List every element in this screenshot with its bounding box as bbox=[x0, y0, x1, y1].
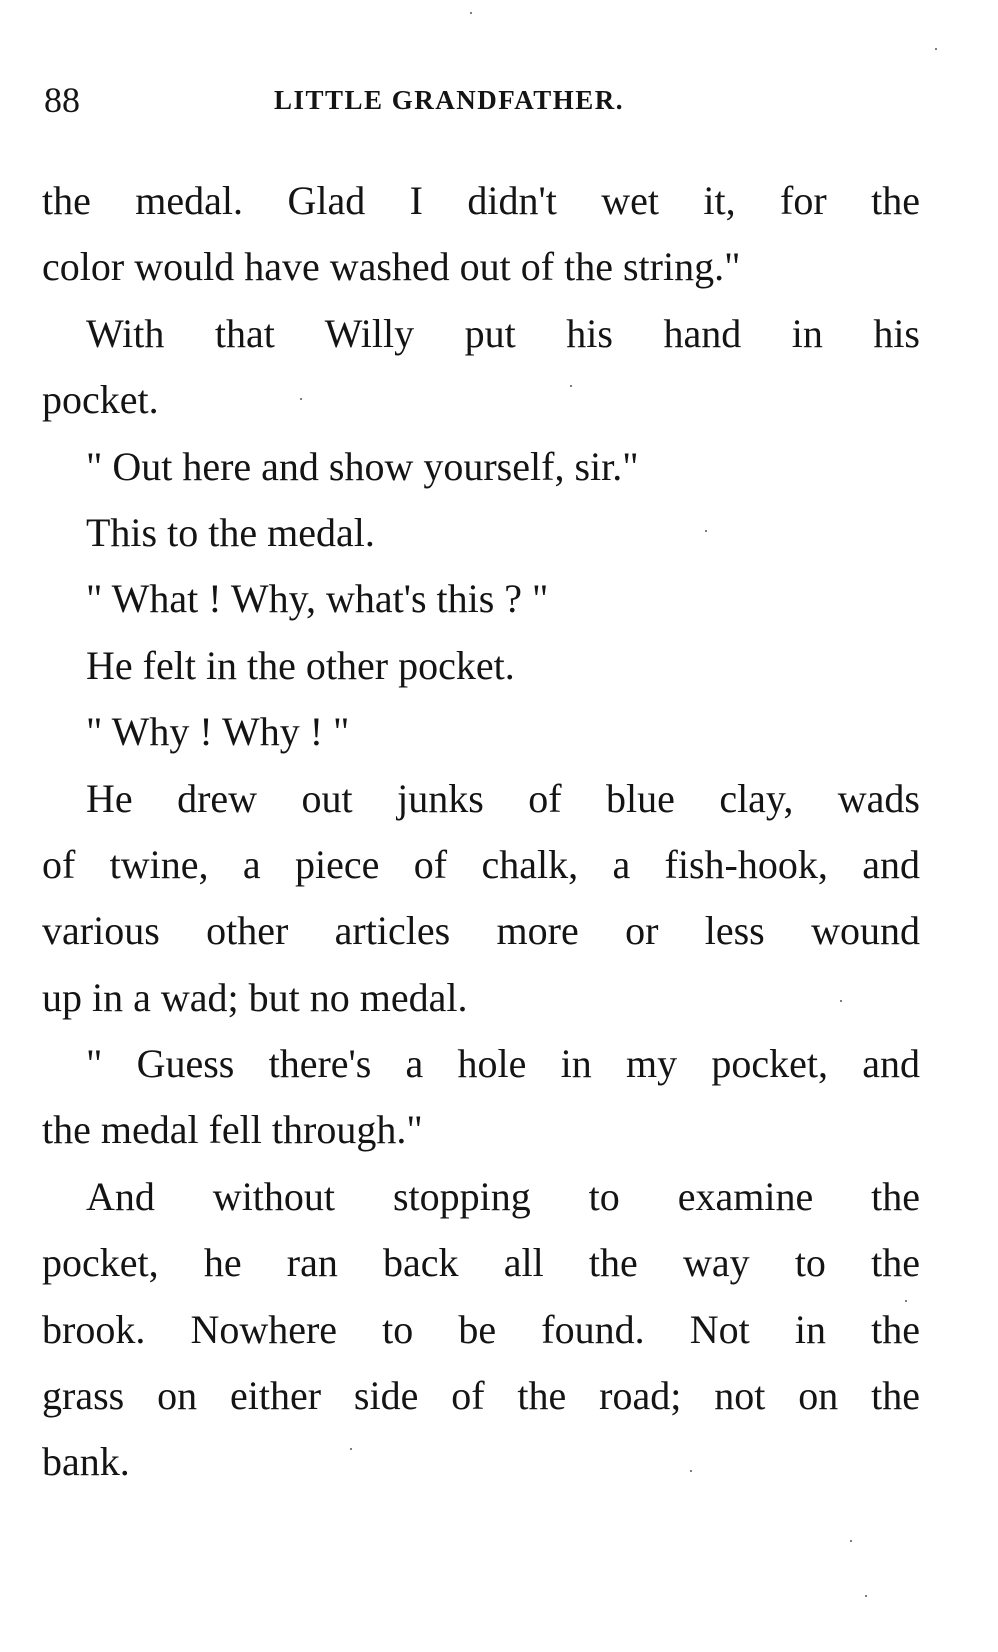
body-text bbox=[42, 168, 920, 1496]
text-line: of twine, a piece of chalk, a fish-hook, and bbox=[42, 841, 920, 887]
running-title: LITTLE GRANDFATHER. bbox=[274, 85, 625, 115]
text-line: pocket, he ran back all the way to the bbox=[42, 1240, 920, 1286]
print-speck bbox=[705, 530, 707, 532]
text-line: various other articles more or less wound bbox=[42, 908, 920, 954]
text-line: " Guess there's a hole in my pocket, and bbox=[86, 1041, 920, 1087]
text-line: bank. bbox=[42, 1439, 130, 1485]
print-speck bbox=[905, 1300, 907, 1302]
text-line: He drew out junks of blue clay, wads bbox=[86, 775, 920, 821]
print-speck bbox=[840, 1000, 842, 1002]
text-line: " What ! Why, what's this ? " bbox=[86, 576, 549, 622]
print-speck bbox=[690, 1470, 692, 1472]
print-speck bbox=[350, 1448, 352, 1450]
text-line: color would have washed out of the string." bbox=[42, 244, 741, 290]
text-line: This to the medal. bbox=[86, 509, 375, 555]
text-line: And without stopping to examine the bbox=[86, 1173, 920, 1219]
text-line: the medal. Glad I didn't wet it, for the bbox=[42, 178, 920, 223]
text-line: the medal fell through." bbox=[42, 1107, 423, 1153]
print-speck bbox=[300, 398, 302, 400]
print-speck bbox=[865, 1595, 867, 1597]
page-header bbox=[44, 70, 924, 130]
print-speck bbox=[850, 1540, 852, 1542]
text-line: up in a wad; but no medal. bbox=[42, 974, 468, 1020]
text-line: He felt in the other pocket. bbox=[86, 642, 515, 688]
text-line: " Why ! Why ! " bbox=[86, 709, 350, 755]
page-number: 88 bbox=[44, 80, 80, 120]
text-line: With that Willy put his hand in his bbox=[86, 310, 920, 356]
text-line: pocket. bbox=[42, 377, 159, 423]
text-line: grass on either side of the road; not on the bbox=[42, 1373, 920, 1419]
print-speck bbox=[935, 48, 937, 50]
print-speck bbox=[470, 12, 472, 14]
text-line: " Out here and show yourself, sir." bbox=[86, 443, 639, 489]
text-line: brook. Nowhere to be found. Not in the bbox=[42, 1306, 920, 1352]
print-speck bbox=[570, 385, 572, 387]
